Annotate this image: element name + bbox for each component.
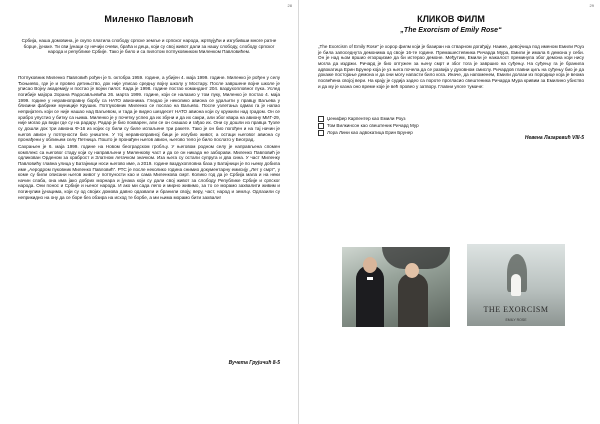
priest-collar bbox=[367, 277, 373, 280]
article-body bbox=[18, 75, 280, 201]
poster-girl bbox=[511, 274, 521, 296]
article-intro: Србија, наша домовина, је скупо платила слободу српске земље и српског народа, жртвујући и изгубивши многе ратне борце, јунаке. Ти сви јунаци су нечији очеви, браћа и деца, који су свој живот дали за нашу слободу, слободу српског народа и републике Србије. Тако је било и са пилотом потпуковником Миленком Павловићем. bbox=[21, 38, 277, 55]
cast-label: Џенифер Карпентер као Емили Роуз bbox=[327, 116, 406, 121]
article-title: Миленко Павловић bbox=[104, 14, 194, 24]
reviewer-signature: Невена Лазаревић VIII-5 bbox=[524, 135, 584, 141]
poster-subtitle: EMILY ROSE bbox=[505, 318, 527, 322]
film-poster-image bbox=[467, 244, 565, 326]
cast-label: Лора Лини као адвокатица Ерин Брунер bbox=[327, 130, 413, 135]
cast-item bbox=[318, 129, 558, 136]
film-still-image bbox=[342, 247, 450, 327]
body-paragraph: Сахрањен је 6. маја 1999. године на Новом београдском гробљу. У његовом родном селу је направљена спомен комплекс са његовог стаду који су направљени у Миленкову част и да се он никада не заборави. Миленко Павловић је одликован Орденом за храброст и Златном летачком значком. Иза њега су остали супруга и два сина. У част Миленку Павловићу главна улица у Батајници носи његово име, а 2019. године ваздухопловна база у Батајници је по њему добила име „Аеродром пуковник Миленко Павловић“. РТС је после неколико година снимио документарну емисију „Лет у смрт“, у коме су били описани његов живот у потпуности као и сама Миленкова смрт. Колико год да је Србија мала и на неки начин слаба, она има јако добрих морнара и јунака који су дали свој живот за слободу Републике Србије и српског народа. Они понос и Србије и њеног народа. И ако ми сада лепо и мирно живимо, за то се морамо захвалити живим и погинулим јунацима, који су од својих домова давно одазвали и бранили своју, веру, част, народ и земљу. Одлазили су неприкидно на ону да се боре без обзира на исход те борбе, а ми њима морамо бити захвали! bbox=[18, 143, 280, 200]
page-number-left: 28 bbox=[287, 3, 292, 8]
film-title: „The Exorcism of Emily Rose“ bbox=[400, 27, 502, 34]
checkbox-icon bbox=[318, 130, 324, 136]
checkbox-icon bbox=[318, 123, 324, 129]
left-page bbox=[0, 0, 299, 424]
author-signature: Вучета Грујичић 8-5 bbox=[228, 360, 280, 366]
poster-title: THE EXORCISM bbox=[483, 305, 549, 314]
cast-label: Том Вилкинсон као свештеник Ричард Мур bbox=[327, 123, 419, 128]
body-paragraph: Потпуковник Миленко Павловић рођен је 5. октобра 1959. године, а убијен 4. маја 1999. године. Миленко је рођен у селу Ђоњиево, где је и провео детињство, док није уписао средњу војну школу у Мостару. После завршене војне школе је уписао Војну академију и постао је војни пилот. Када је 1998. године постао командант 204. ваздухопловног пука. Услед погибије мајора Зорана Радосављевића 26. марта 1999. године, који се налазио у том пуку, Миленко је постао 4. маја 1999. године у неравноправну борбу са НАТО авионима. Гледао је неколико авиона се удаљити у правцу Ваљева у близини фабрике муниције Крушик. Потпуковник Миленко се послао на Ваљево. После узлетања одмах га је напао непријатељ који се није нашао над Ваљевом, и тада је видео шездесет НАТО авиона који су кружили над градом. Он се храбро упустио у битку са њима. Миленко је у почетку успео да их збуни и да их сакри, али због квара на авиону МИГ-29, није могао да види где су на радару. Радар је био покварен, али се он снашао и гађао их. Они су дошли из правца Тузле су дошли док три авиона Ф-16 из којих су били су биле испаљене три ракете. Тако је он био погођен и на тај начин је његов авион у потпуности био уништен. У тој неравноправној бици је изгубио живот, а остаци његовог авиона су пронађени у облињем селу Петница. Пошто је пронађен његов авион, његово тело је било послато у Београд. bbox=[18, 75, 280, 143]
cast-list bbox=[318, 115, 558, 136]
priest-figure bbox=[356, 265, 384, 327]
priest-face bbox=[363, 257, 377, 273]
page-number-right: 29 bbox=[589, 3, 594, 8]
lawyer-face bbox=[405, 263, 419, 278]
lawyer-figure bbox=[398, 273, 428, 327]
section-title: КЛИКОВ ФИЛМ bbox=[417, 14, 485, 24]
cast-item bbox=[318, 115, 558, 122]
cast-item bbox=[318, 122, 558, 129]
checkbox-icon bbox=[318, 116, 324, 122]
film-review-body: „The Exorcism of Emily Rose“ је хорор филм који је базиран на стварном догађају. Наиме, девојчица под именом Емили Роуз је била запоседнута демонима од своје 16-те године. Премашестевника Ричарда Мура, Емили је имала 6 демона у себи. Он је над њом вршио егзорцизме да би истерао демоне. Међутим, Емили је нажалост преминула због демона који нису могла да издржи. Ричард је био оптужен за њену смрт и због тога је завршио на суђењу. На суђењу га је бранила адвокатица Ерин Брунер која је уз њега почела да се развија у духовном смислу. Ричардов главни циљ на суђењу био је да докаже постојање демона и да они могу напасти било кога. Иначе, да напоменем, Емили долази из породице која је веома посвећена својој вери. На крају је судија задео са пороте прогласио свештеника Ричарда Мура кривим за Емилино убиство и да му је казна оно време које је већ провео у затвору. Главни улоге тумаче: bbox=[318, 44, 584, 89]
right-page bbox=[302, 0, 600, 424]
